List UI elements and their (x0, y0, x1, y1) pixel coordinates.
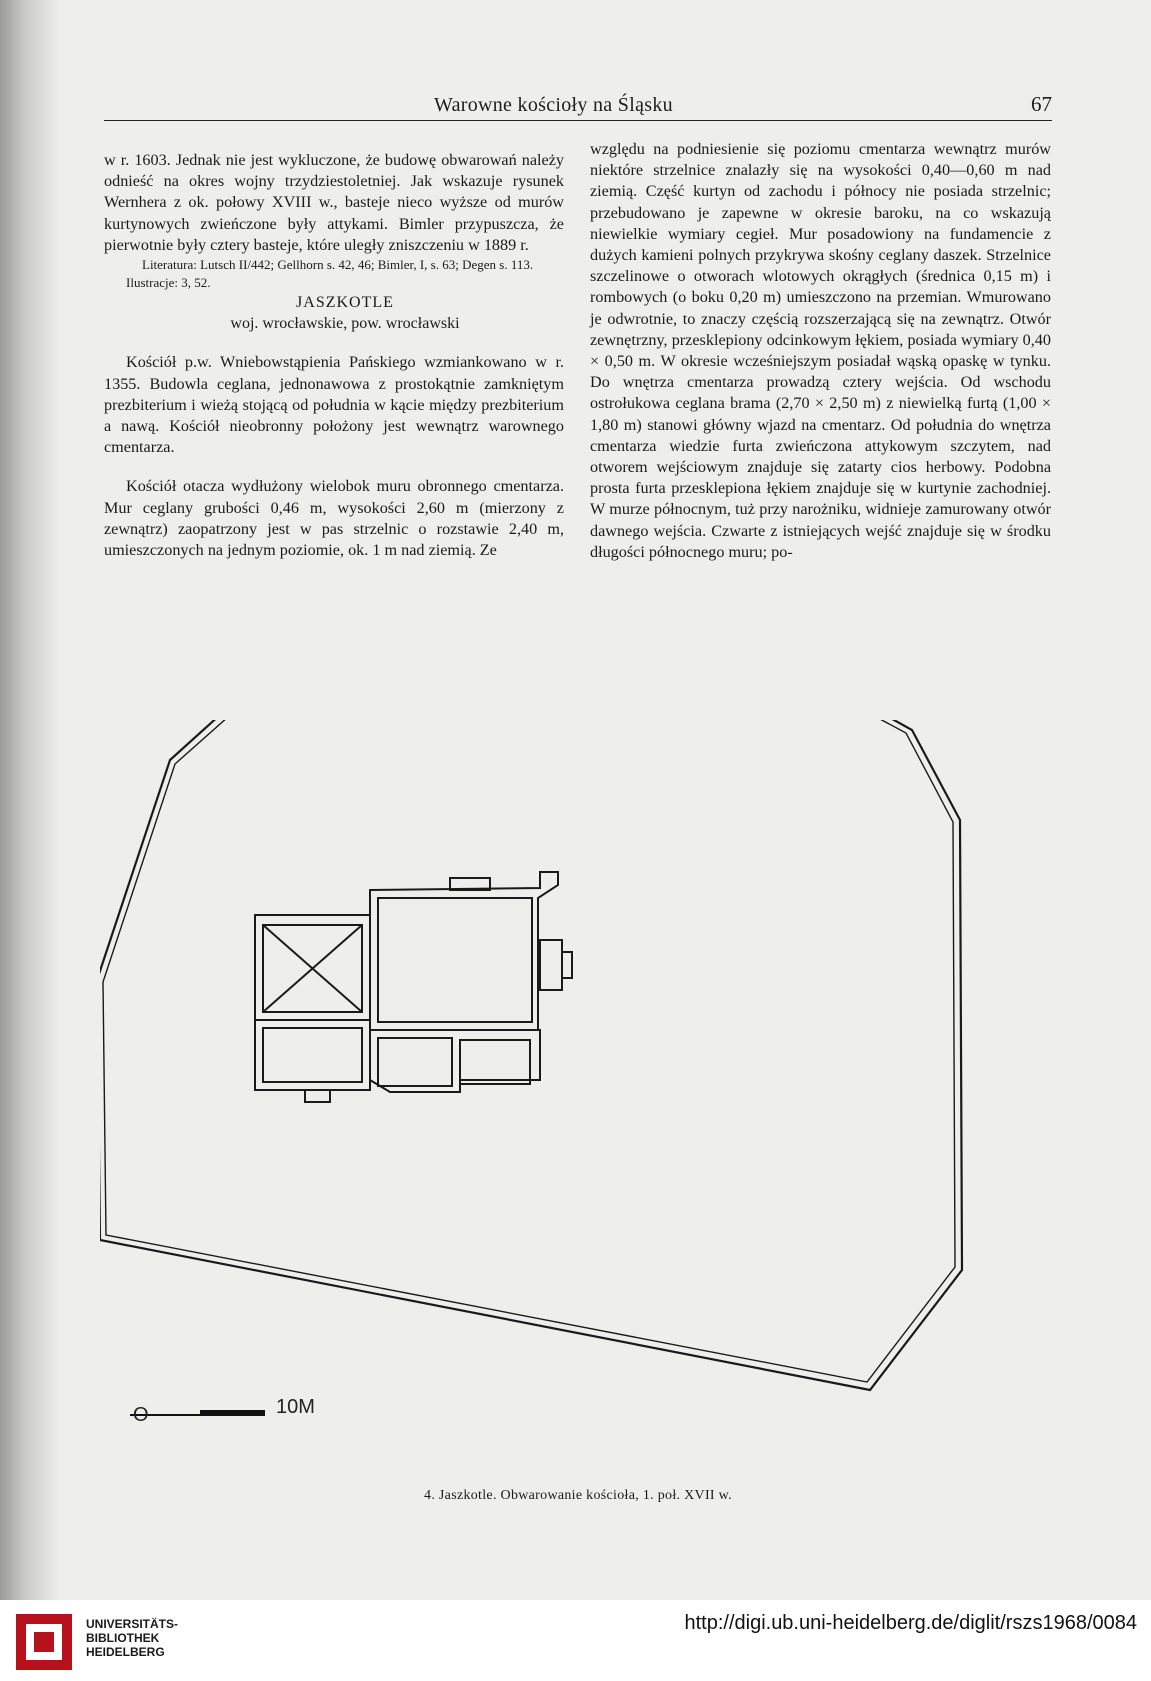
library-name-line-2: BIBLIOTHEK (86, 1631, 160, 1645)
body-paragraph-2: Kościół otacza wydłużony wielobok muru obronnego cmentarza. Mur ceglany grubości 0,46 m, wysokości 2,60 m (mierzony z zewnątrz) zaopatrzony jest w pas strzelnic o rozstawie 2,40 m, umieszczonych na jednym poziomie, ok. 1 m nad ziemią. Ze (104, 477, 564, 560)
library-name-line-1: UNIVERSITÄTS- (86, 1617, 179, 1631)
library-name-line-3: HEIDELBERG (86, 1645, 165, 1659)
section-heading: JASZKOTLE (296, 294, 394, 312)
left-column (104, 150, 564, 561)
header-title: Warowne kościoły na Śląsku (434, 94, 673, 116)
gutter-shadow (0, 0, 60, 1600)
illustrations-note: Ilustracje: 3, 52. (126, 275, 211, 291)
source-url-link[interactable]: http://digi.ub.uni-heidelberg.de/diglit/rszs1968/0084 (684, 1612, 1137, 1634)
page-number: 67 (1031, 92, 1052, 116)
body-paragraph-1: Kościół p.w. Wniebowstąpienia Pańskiego wzmiankowano w r. 1355. Budowla ceglana, jednonawowa z prostokątnie zamkniętym prezbiterium i wieżą stojącą od południa w kącie między prezbiterium a nawą. Kościół nieobronny położony jest wewnątrz warownego cmentarza. (104, 353, 564, 457)
literature-note: Literatura: Lutsch II/442; Gellhorn s. 42, 46; Bimler, I, s. 63; Degen s. 113. (142, 257, 534, 273)
intro-paragraph: w r. 1603. Jednak nie jest wykluczone, że budowę obwarowań należy odnieść na okres wojny trzydziestoletniej. Jak wskazuje rysunek Wernhera z ok. połowy XVIII w., basteje nieco wyższe od murów kurtynowych zwieńczone były attykami. Bimler przypuszcza, że pierwotnie były cztery basteje, które uległy zniszczeniu w 1889 r. (104, 151, 564, 254)
body-paragraph-3: względu na podniesienie się poziomu cmentarza wewnątrz murów niektóre strzelnice znalazły się na wysokości 0,40—0,60 m nad ziemią. Część kurtyn od zachodu i północy nie posiada strzelnic; przebudowano je zapewne w okresie baroku, na co wskazują niewielkie wymiary cegieł. Mur posadowiony na fundamencie z dużych kamieni polnych przykrywa skośny ceglany daszek. Strzelnice szczelinowe o otworach wlotowych okrągłych (średnica 0,15 m) i rombowych (o boku 0,20 m) umieszczono na przemian. Wmurowano je odwrotnie, to znaczy częścią rozszerzającą się na zewnątrz. Otwór zewnętrzny, przesklepiony odcinkowym łękiem, posiada wymiary 0,40 × 0,50 m. W okresie wcześniejszym posiadał wąską opaskę w tynku. Do wnętrza cmentarza prowadzą cztery wejścia. Od wschodu ostrołukowa ceglana brama (2,70 × 2,50 m) z niewielką furtą (1,00 × 1,80 m) stanowi główny wjazd na cmentarz. Od południa do wnętrza cmentarza wiedzie furta zwieńczona attykowym szczytem, nad otworem wejściowym znajduje się zatarty cios herbowy. Podobna prosta furta przesklepiona łękiem znajduje się w kurtynie zachodniej. W murze północnym, tuż przy narożniku, widnieje zamurowany otwór dawnego wejścia. Czwarte z istniejących wejść znajduje się w środku długości północnego muru; po- (590, 140, 1051, 561)
running-header (104, 92, 1052, 121)
library-name (86, 1617, 178, 1659)
scale-bar (130, 1410, 265, 1416)
scale-label-zero: O (133, 1404, 149, 1426)
figure-caption: 4. Jaszkotle. Obwarowanie kościoła, 1. poł. XVII w. (424, 1488, 732, 1503)
fortification-plan (100, 720, 1060, 1480)
church-plan (255, 872, 572, 1102)
right-column (590, 139, 1051, 563)
scale-label-ten: 10M (276, 1396, 315, 1418)
university-library-logo (14, 1612, 74, 1672)
section-subheading: woj. wrocławskie, pow. wrocławski (230, 315, 460, 333)
